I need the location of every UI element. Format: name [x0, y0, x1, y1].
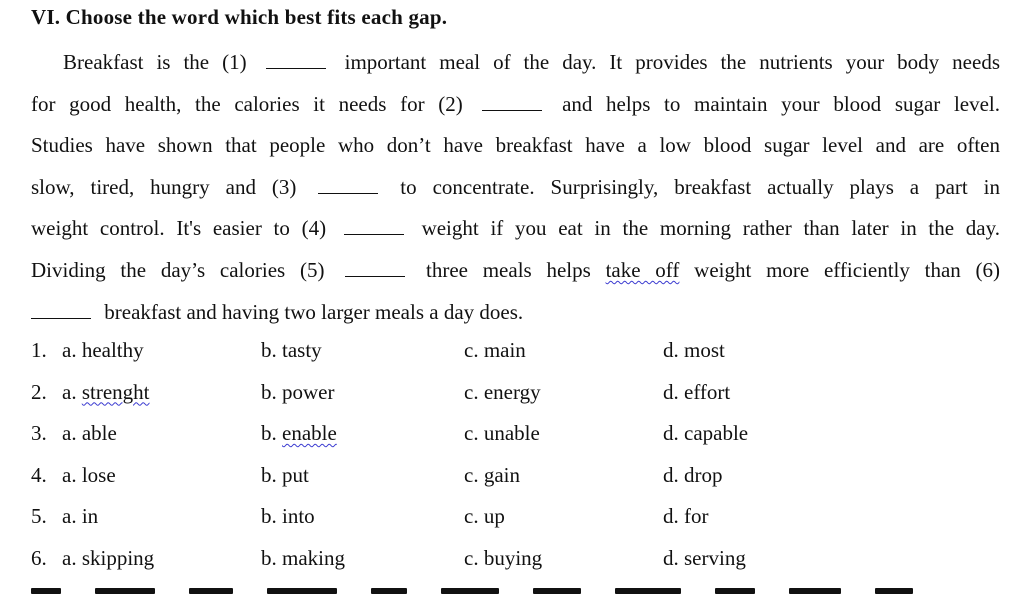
passage-text: important meal of the day. It provides the nutrients your body needs: [344, 50, 1000, 74]
passage-text: weight more efficiently than (6): [694, 257, 1001, 282]
gap-2: [482, 96, 542, 111]
option-a: a. healthy: [62, 338, 144, 362]
option-word: enable: [282, 421, 337, 446]
question-number: 2.: [31, 379, 47, 404]
passage-line-7: [31, 292, 1000, 334]
option-b: b. put: [261, 462, 309, 487]
gap-5: [345, 262, 405, 277]
option-b: [261, 413, 337, 455]
option-d: d. serving: [663, 545, 746, 570]
passage-text: Breakfast is the (1): [63, 50, 247, 74]
passage-line-1: [31, 42, 1000, 84]
answer-options: [31, 330, 991, 580]
question-row-5: [31, 496, 991, 538]
gap-6: [31, 304, 91, 319]
option-a: [62, 372, 149, 414]
option-b: b. making: [261, 545, 345, 570]
passage-text: for good health, the calories it needs for (2): [31, 91, 463, 116]
passage-text: Dividing the day’s calories (5): [31, 257, 325, 282]
question-row-2: [31, 372, 991, 414]
passage-line-3: [31, 125, 1000, 167]
option-d: d. capable: [663, 421, 749, 446]
passage-text: and helps to maintain your blood sugar level.: [562, 91, 1001, 116]
gap-3: [318, 179, 378, 194]
question-row-6: [31, 538, 991, 580]
option-c: c. up: [464, 504, 505, 529]
option-a: a. able: [62, 421, 117, 446]
question-number: 4.: [31, 462, 47, 487]
option-a: a. in: [62, 504, 99, 529]
option-b: b. power: [261, 379, 335, 404]
question-row-4: [31, 455, 991, 497]
option-b: b. tasty: [261, 338, 322, 362]
option-c: c. main: [464, 338, 526, 362]
cut-off-next-section-text: [31, 580, 971, 594]
reading-passage: [31, 42, 1000, 333]
passage-line-6: [31, 250, 1000, 292]
option-d: d. effort: [663, 379, 731, 404]
passage-line-2: [31, 84, 1000, 126]
section-heading: VI. Choose the word which best fits each gap.: [31, 5, 448, 29]
option-a: a. skipping: [62, 545, 155, 570]
passage-text: slow, tired, hungry and (3): [31, 174, 297, 199]
option-c: c. buying: [464, 545, 543, 570]
question-number: 6.: [31, 545, 47, 570]
option-d: d. drop: [663, 462, 723, 487]
question-number: 3.: [31, 421, 47, 446]
passage-text: three meals helps: [426, 257, 591, 282]
passage-line-5: [31, 208, 1000, 250]
passage-text: weight control. It's easier to (4): [31, 216, 327, 241]
question-row-3: [31, 413, 991, 455]
question-number: 1.: [31, 338, 47, 362]
passage-text: weight if you eat in the morning rather than later in the day.: [421, 216, 1001, 241]
option-d: d. most: [663, 338, 725, 362]
option-letter: a.: [62, 379, 77, 404]
passage-text: Studies have shown that people who don’t have breakfast have a low blood sugar level and are often: [31, 133, 1000, 158]
question-row-1: [31, 330, 991, 372]
question-number: 5.: [31, 504, 47, 529]
passage-text: breakfast and having two larger meals a day does.: [104, 299, 524, 324]
option-letter: b.: [261, 421, 277, 446]
spellcheck-underlined-phrase: take off: [605, 257, 680, 282]
option-word: strenght: [81, 379, 150, 404]
passage-line-4: [31, 167, 1000, 209]
option-c: c. unable: [464, 421, 540, 446]
passage-text: to concentrate. Surprisingly, breakfast actually plays a part in: [400, 174, 1001, 199]
gap-4: [344, 220, 404, 235]
option-b: b. into: [261, 504, 315, 529]
option-d: d. for: [663, 504, 709, 529]
option-c: c. gain: [464, 462, 520, 487]
option-c: c. energy: [464, 379, 541, 404]
gap-1: [266, 54, 326, 69]
option-a: a. lose: [62, 462, 116, 487]
